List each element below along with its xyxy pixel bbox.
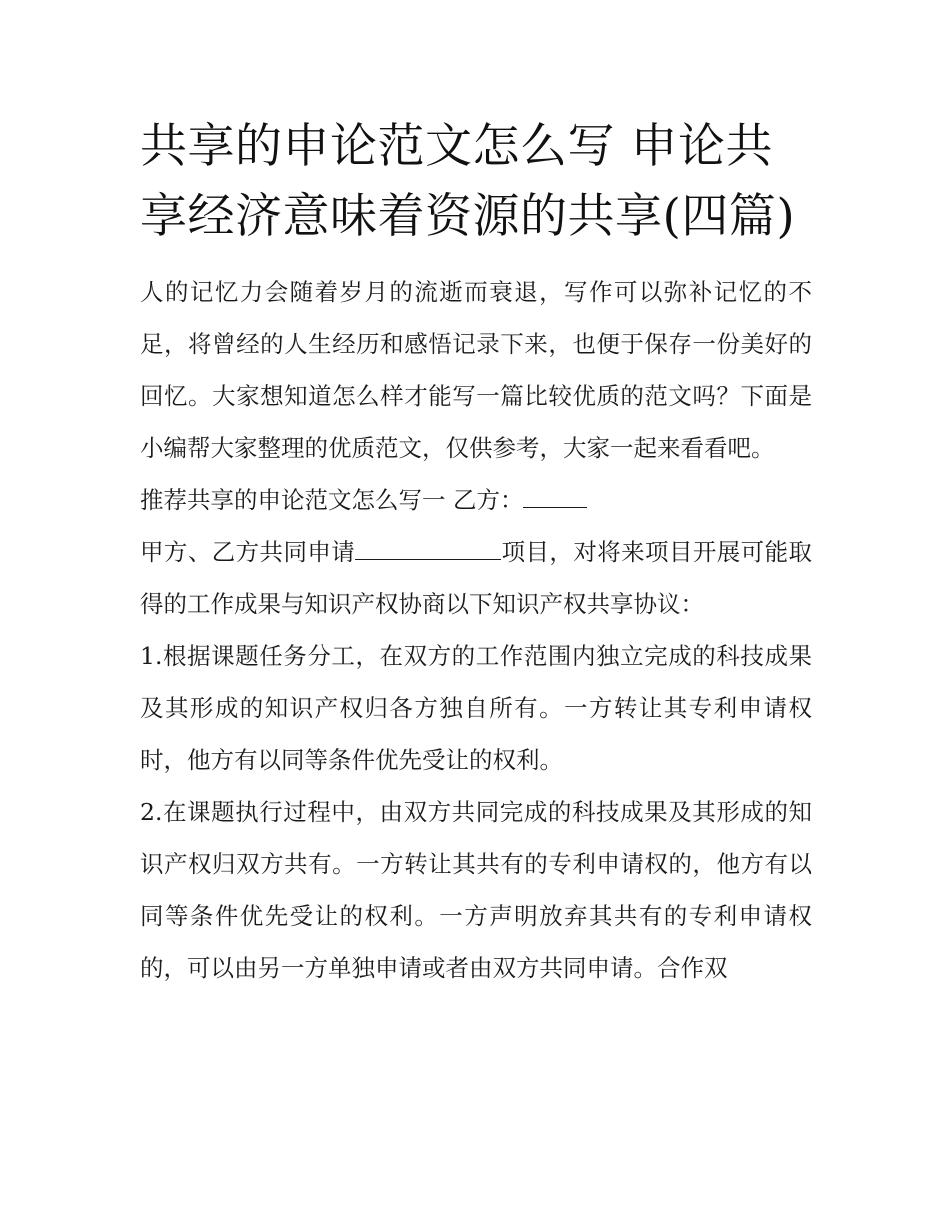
agreement-paragraph	[140, 526, 812, 630]
document-title: 共享的申论范文怎么写 申论共享经济意味着资源的共享(四篇)	[140, 119, 796, 244]
clause-1: 1.根据课题任务分工，在双方的工作范围内独立完成的科技成果及其形成的知识产权归各方独自所有。一方转让其专利申请权时，他方有以同等条件优先受让的权利。	[140, 642, 812, 774]
agreement-text-after: 项目，对将来项目开展可能取得的工作成果与知识产权协商以下知识产权共享协议：	[140, 538, 813, 618]
clause-2: 2.在课题执行过程中，由双方共同完成的科技成果及其形成的知识产权归双方共有。一方转让其共有的专利申请权的，他方有以同等条件优先受让的权利。一方声明放弃其共有的专利申请权的，可以由另一方单独申请或者由双方共同申请。合作双	[140, 798, 812, 982]
party-b-blank	[523, 483, 587, 508]
document-body	[140, 112, 812, 994]
intro-paragraph: 人的记忆力会随着岁月的流逝而衰退，写作可以弥补记忆的不足，将曾经的人生经历和感悟记录下来，也便于保存一份美好的回忆。大家想知道怎么样才能写一篇比较优质的范文吗？下面是小编帮大家整理的优质范文，仅供参考，大家一起来看看吧。	[140, 278, 812, 462]
project-name-blank	[355, 535, 501, 560]
recommendation-heading-text: 推荐共享的申论范文怎么写一 乙方：	[140, 486, 524, 514]
agreement-text-before: 甲方、乙方共同申请	[140, 538, 356, 566]
recommendation-heading	[140, 474, 812, 526]
